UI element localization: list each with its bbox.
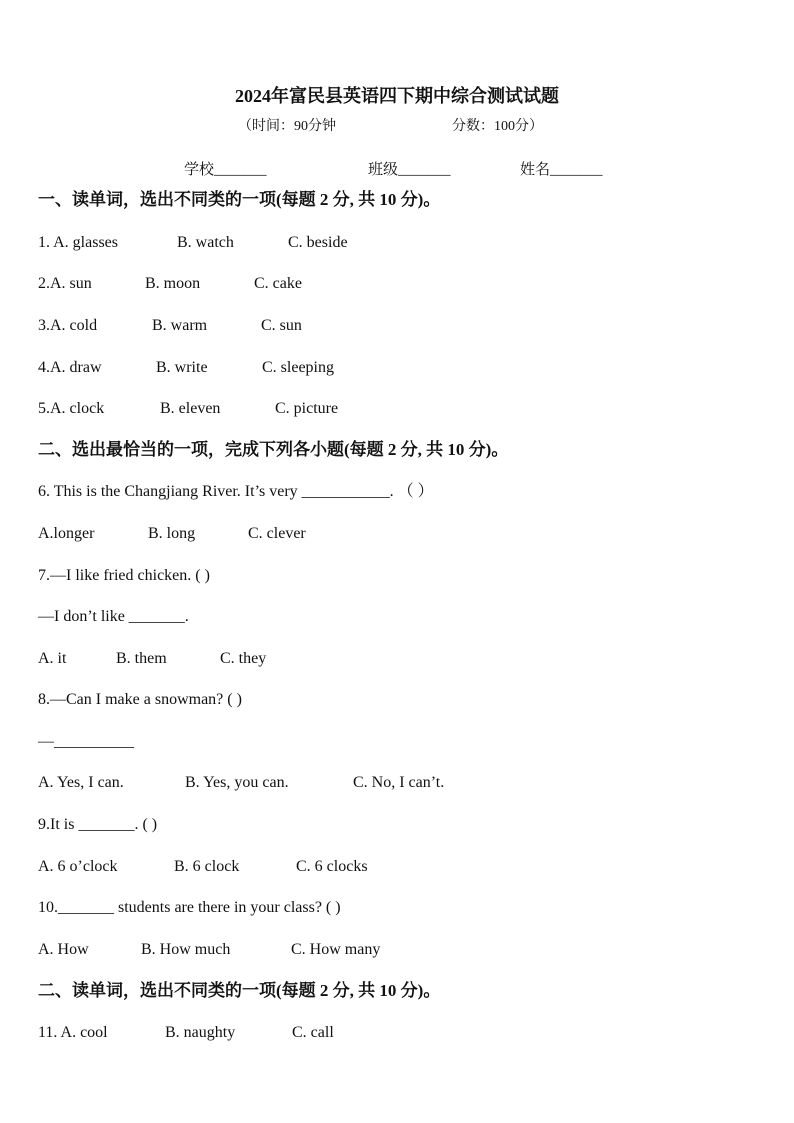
question-5: [38, 399, 339, 419]
q8-option-c: C. No, I can’t.: [353, 774, 445, 791]
q1-option-a: 1. A. glasses: [38, 234, 118, 251]
q5-option-b: B. eleven: [160, 400, 221, 417]
q10-option-b: B. How much: [141, 941, 231, 958]
q11-option-c: C. call: [292, 1024, 334, 1041]
q4-option-a: 4.A. draw: [38, 359, 102, 376]
q7-reply: —I don’t like _______.: [38, 608, 189, 625]
question-11: [38, 1023, 334, 1043]
question-1: [38, 233, 348, 253]
question-9-options: [38, 857, 368, 877]
page-title: 2024年富民县英语四下期中综合测试试题: [235, 86, 559, 106]
section-heading-3: 二、读单词，选出不同类的一项(每题 2 分, 共 10 分)。: [38, 981, 441, 1000]
section-heading-2: 二、选出最恰当的一项，完成下列各小题(每题 2 分, 共 10 分)。: [38, 440, 509, 459]
q3-option-c: C. sun: [261, 317, 302, 334]
q9-stem: 9.It is _______. ( ): [38, 816, 158, 833]
q9-option-c: C. 6 clocks: [296, 858, 368, 875]
q5-option-c: C. picture: [275, 400, 339, 417]
q3-option-b: B. warm: [152, 317, 208, 334]
q7-option-b: B. them: [116, 650, 167, 667]
q9-option-a: A. 6 o’clock: [38, 858, 118, 875]
q10-option-c: C. How many: [291, 941, 381, 958]
question-10-options: [38, 940, 381, 960]
q2-option-c: C. cake: [254, 275, 302, 292]
exam-time: （时间：90分钟: [238, 119, 336, 134]
question-8-options: [38, 773, 445, 793]
q2-option-a: 2.A. sun: [38, 275, 92, 292]
q8-stem: 8.—Can I make a snowman? ( ): [38, 691, 242, 708]
q11-option-b: B. naughty: [165, 1024, 236, 1041]
q1-option-c: C. beside: [288, 234, 348, 251]
q4-option-b: B. write: [156, 359, 208, 376]
q8-option-b: B. Yes, you can.: [185, 774, 289, 791]
exam-score: 分数：100分）: [452, 119, 543, 134]
q4-option-c: C. sleeping: [262, 359, 334, 376]
q6-option-a: A.longer: [38, 525, 95, 542]
q6-option-c: C. clever: [248, 525, 306, 542]
q6-option-b: B. long: [148, 525, 196, 542]
question-2: [38, 274, 302, 294]
question-4: [38, 358, 334, 378]
question-3: [38, 316, 302, 336]
q7-option-a: A. it: [38, 650, 67, 667]
q7-option-c: C. they: [220, 650, 267, 667]
question-7-options: [38, 649, 267, 669]
section-heading-1: 一、读单词，选出不同类的一项(每题 2 分, 共 10 分)。: [38, 190, 441, 209]
q9-option-b: B. 6 clock: [174, 858, 240, 875]
q10-stem: 10._______ students are there in your class? ( ): [38, 899, 341, 916]
q3-option-a: 3.A. cold: [38, 317, 98, 334]
q6-stem: 6. This is the Changjiang River. It’s very ___________. （ ）: [38, 483, 434, 500]
q10-option-a: A. How: [38, 941, 89, 958]
q8-option-a: A. Yes, I can.: [38, 774, 124, 791]
q11-option-a: 11. A. cool: [38, 1024, 108, 1041]
q2-option-b: B. moon: [145, 275, 201, 292]
name-field: 姓名_______: [520, 162, 603, 178]
q7-stem: 7.—I like fried chicken. ( ): [38, 567, 210, 584]
q1-option-b: B. watch: [177, 234, 234, 251]
q5-option-a: 5.A. clock: [38, 400, 105, 417]
school-field: 学校_______: [184, 162, 267, 178]
q8-reply: —__________: [38, 733, 134, 750]
question-6-options: [38, 524, 306, 544]
class-field: 班级_______: [368, 162, 451, 178]
